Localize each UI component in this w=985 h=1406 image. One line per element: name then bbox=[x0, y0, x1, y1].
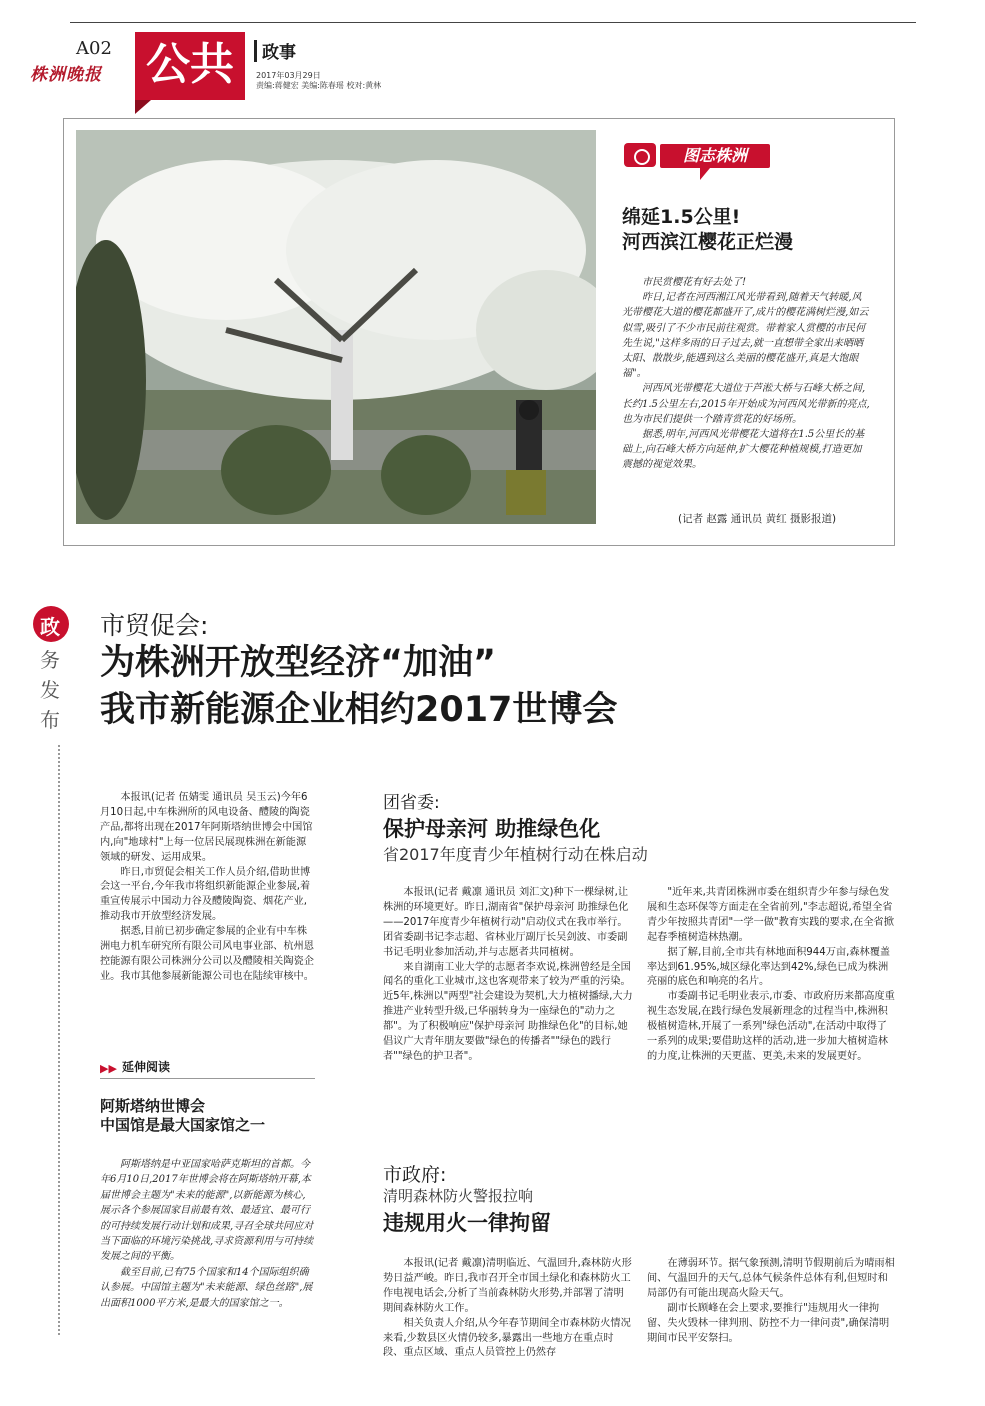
banner-tail bbox=[135, 100, 151, 114]
photo-story-title bbox=[622, 205, 793, 255]
fire-story-col2 bbox=[647, 1257, 897, 1346]
section-banner bbox=[135, 32, 245, 100]
headline-line1: 为株洲开放型经济“加油” bbox=[100, 643, 497, 683]
section-name: 政事 bbox=[262, 43, 296, 63]
extended-reading-body bbox=[100, 1157, 315, 1311]
main-headline bbox=[100, 640, 617, 734]
photo-paragraph: 昨日,记者在河西湘江风光带看到,随着天气转暖,风光带樱花大道的樱花都盛开了,成片的樱花满树烂漫,如云似雪,吸引了不少市民前往观赏。带着家人赏樱的市民何先生说,"这样多雨的日子过去,就一直想带全家出来晒晒太阳、散散步,能遇到这么美丽的樱花盛开,真是大饱眼福"。 bbox=[622, 292, 869, 380]
photo-tag-pointer bbox=[700, 168, 710, 180]
dotted-divider bbox=[58, 745, 60, 1335]
page-number: A02 bbox=[76, 38, 112, 59]
column-tag-rest: 务发布 bbox=[40, 648, 60, 732]
main-paragraph: 本报讯(记者 伍婧雯 通讯员 吴玉云)今年6月10日起,中车株洲所的风电设备、醴陵的陶瓷产品,都将出现在2017年阿斯塔纳世博会中国馆内,向"地球村"上每一位居民展现株洲在新能源领域的研发、运用成果。 bbox=[100, 792, 313, 863]
youth-paragraph: 据了解,目前,全市共有林地面积944万亩,森林覆盖率达到61.95%,城区绿化率达到42%,绿色已成为株洲亮丽的底色和响亮的名片。 bbox=[647, 946, 891, 988]
youth-paragraph: 本报讯(记者 戴凛 通讯员 刘汇文)种下一棵绿树,让株洲的环境更好。昨日,湖南省"保护母亲河 助推绿色化——2017年度青少年植树行动"启动仪式在我市举行。团省委副书记李志超、省林业厅副厅长吴剑波、市委副书记毛明业参加活动,并与志愿者共同植树。 bbox=[383, 887, 629, 958]
section-banner-text: 公共 bbox=[146, 39, 234, 90]
youth-story-title: 保护母亲河 助推绿色化 bbox=[383, 817, 601, 841]
photo-title-line2: 河西滨江樱花正烂漫 bbox=[622, 231, 794, 253]
ext-paragraph: 截至目前,已有75个国家和14个国际组织确认参展。中国馆主题为"未来能源、绿色丝路",展出面积1000平方米,是最大的国家馆之一。 bbox=[100, 1266, 313, 1309]
photo-paragraph: 河西风光带樱花大道位于芦淞大桥与石峰大桥之间,长约1.5公里左右,2015年开始成为河西风光带新的亮点,也为市民们提供一个踏青赏花的好场所。 bbox=[622, 383, 870, 425]
section-divider bbox=[254, 40, 257, 62]
main-paragraph: 据悉,目前已初步确定参展的企业有中车株洲电力机车研究所有限公司风电事业部、杭州恩控能源有限公司株洲分公司以及醴陵相关陶瓷企业。我市其他参展新能源公司也在陆续审核中。 bbox=[100, 926, 314, 982]
photo-title-line1: 绵延1.5公里! bbox=[622, 206, 741, 228]
fire-story-subtitle: 清明森林防火警报拉响 bbox=[383, 1187, 534, 1205]
fire-paragraph: 副市长顾峰在会上要求,要推行"违规用火一律拘留、失火毁林一律判刑、防控不力一律问责",确保清明期间市民平安祭扫。 bbox=[647, 1302, 890, 1344]
youth-story-subtitle: 省2017年度青少年植树行动在株启动 bbox=[383, 845, 648, 864]
cherry-blossom-illustration bbox=[76, 130, 596, 524]
photo-paragraph: 市民赏樱花有好去处了! bbox=[642, 277, 747, 288]
main-kicker: 市贸促会: bbox=[100, 611, 209, 640]
ext-paragraph: 阿斯塔纳是中亚国家哈萨克斯坦的首都。今年6月10日,2017年世博会将在阿斯塔纳开幕,本届世博会主题为"未来的能源",以新能源为核心,展示各个参展国家目前最有效、最适宜、最可行的可持续发展行动计划和成果,寻召全球共同应对当下面临的环境污染挑战,寻求资源利用与可持续发展之间的平衡。 bbox=[100, 1159, 314, 1263]
camera-lens-icon bbox=[634, 149, 650, 165]
photo-column-tag: 图志株洲 bbox=[660, 144, 770, 168]
photo-credit: (记者 赵露 通讯员 黄红 摄影报道) bbox=[678, 513, 837, 525]
youth-paragraph: 市委副书记毛明业表示,市委、市政府历来都高度重视生态发展,在践行绿色发展新理念的过程当中,株洲积极植树造林,开展了一系列"绿色活动",在活动中取得了一系列的成果;要借助这样的活动,进一步加大植树造林的力度,让株洲的天更蓝、更美,未来的发展更好。 bbox=[647, 991, 895, 1062]
headline-line2: 我市新能源企业相约2017世博会 bbox=[100, 690, 618, 730]
extended-reading-rule bbox=[100, 1078, 315, 1079]
photo-story-body bbox=[622, 275, 870, 473]
youth-paragraph: 来自湖南工业大学的志愿者李欢说,株洲曾经是全国闻名的重化工业城市,这也客观带来了较为严重的污染。近5年,株洲以"两型"社会建设为契机,大力植树播绿,大力推进产业转型升级,已华丽转身为一座绿色的"动力之都"。为了积极响应"保护母亲河 助推绿色化"的目标,她倡议广大青年朋友要做"绿色的传播者""绿色的践行者""绿色的护卫者"。 bbox=[383, 961, 633, 1062]
youth-paragraph: "近年来,共青团株洲市委在组织青少年参与绿色发展和生态环保等方面走在全省前列,"李志超说,希望全省青少年按照共青团"一学一做"教育实践的要求,在全省掀起春季植树造林热潮。 bbox=[647, 887, 894, 943]
double-arrow-icon: ▶▶ bbox=[100, 1062, 117, 1075]
extended-reading-title bbox=[100, 1097, 265, 1135]
top-rule bbox=[70, 22, 916, 23]
issue-date: 2017年03月29日 bbox=[256, 71, 321, 80]
youth-story-kicker: 团省委: bbox=[383, 793, 440, 813]
fire-story-col1 bbox=[383, 1257, 633, 1361]
ext-title-line1: 阿斯塔纳世博会 bbox=[100, 1097, 206, 1115]
fire-paragraph: 相关负责人介绍,从今年春节期间全市森林防火情况来看,少数县区火情仍较多,暴露出一些地方在重点时段、重点区域、重点人员管控上仍然存 bbox=[383, 1317, 631, 1359]
photo-paragraph: 据悉,明年,河西风光带樱花大道将在1.5公里长的基础上,向石峰大桥方向延伸,扩大樱花种植规模,打造更加震撼的视觉效果。 bbox=[622, 429, 865, 471]
extended-reading-label: 延伸阅读 bbox=[122, 1060, 171, 1074]
fire-paragraph: 在薄弱环节。据气象预测,清明节假期前后为晴雨相间、气温回升的天气,总体气候条件总体有利,但短时和局部仍有可能出现高火险天气。 bbox=[647, 1258, 895, 1299]
main-paragraph: 昨日,市贸促会相关工作人员介绍,借助世博会这一平台,今年我市将组织新能源企业参展,着重宣传展示中国动力谷及醴陵陶瓷、烟花产业,推动我市开放型经济发展。 bbox=[100, 866, 311, 923]
editors-line: 责编:蒋健宏 美编:陈春瑶 校对:黄林 bbox=[256, 81, 382, 90]
fire-story-title: 违规用火一律拘留 bbox=[383, 1211, 551, 1235]
fire-paragraph: 本报讯(记者 戴凛)清明临近、气温回升,森林防火形势日益严峻。昨日,我市召开全市国土绿化和森林防火工作电视电话会,分析了当前森林防火形势,并部署了清明期间森林防火工作。 bbox=[383, 1258, 632, 1314]
column-tag-first-char: 政 bbox=[40, 615, 60, 639]
fire-story-kicker: 市政府: bbox=[383, 1164, 447, 1186]
youth-story-col2 bbox=[647, 886, 897, 1065]
main-story-body bbox=[100, 791, 315, 985]
youth-story-col1 bbox=[383, 886, 633, 1065]
paper-logo: 株洲晚报 bbox=[30, 65, 102, 85]
cherry-blossom-photo bbox=[76, 130, 596, 524]
ext-title-line2: 中国馆是最大国家馆之一 bbox=[100, 1116, 266, 1134]
